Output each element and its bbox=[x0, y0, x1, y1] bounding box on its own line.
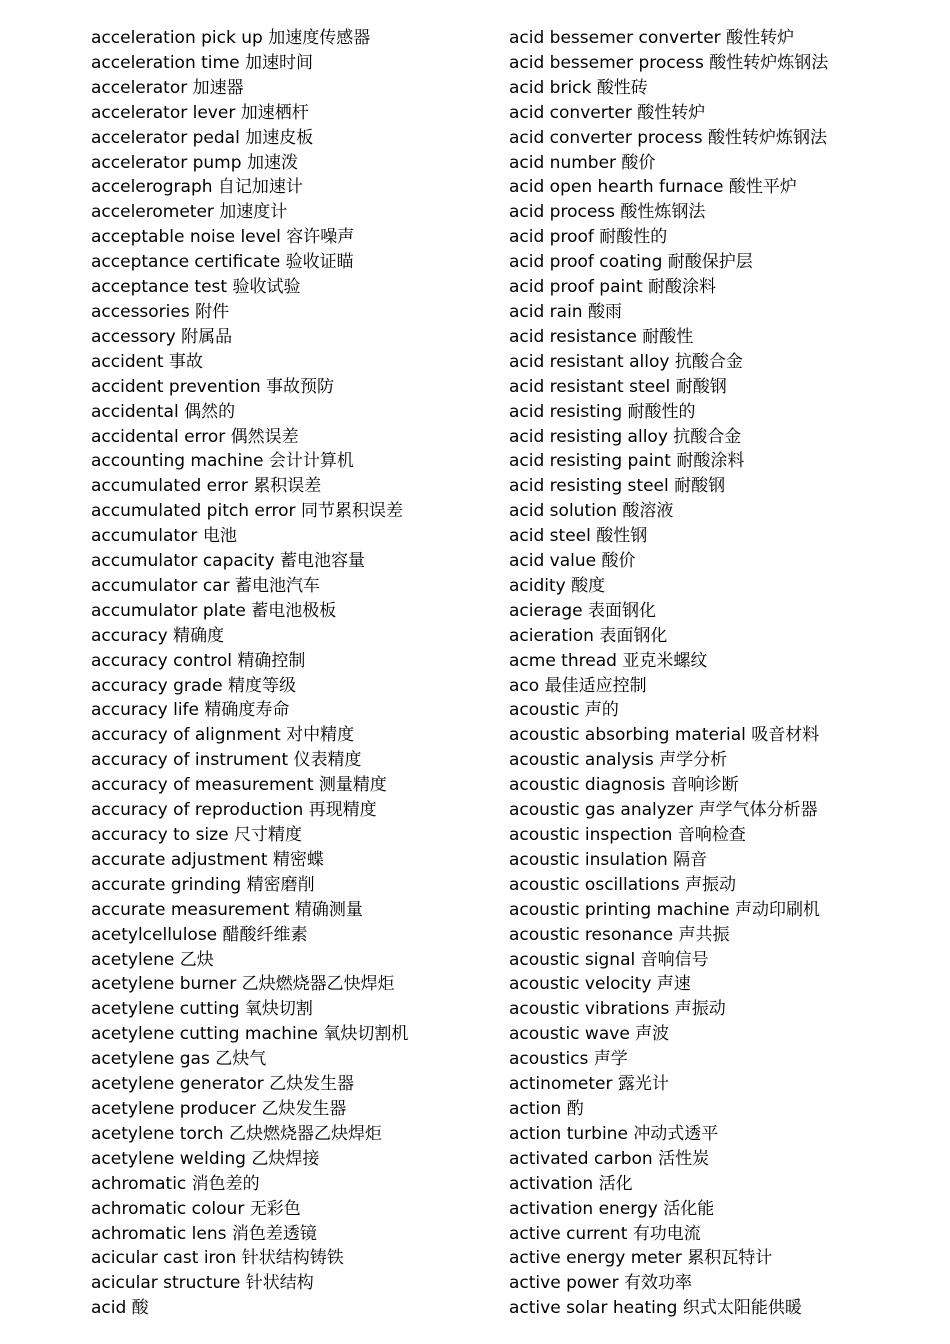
list-item: acierage 表面钢化 bbox=[509, 600, 657, 621]
list-item: acceptance certificate 验收证瞄 bbox=[91, 252, 354, 273]
list-item: acme thread 亚克米螺纹 bbox=[509, 650, 708, 671]
list-item: action 酌 bbox=[509, 1098, 584, 1119]
list-item: accuracy 精确度 bbox=[91, 625, 225, 646]
list-item: accessory 附属品 bbox=[91, 326, 233, 347]
list-item: achromatic lens 消色差透镜 bbox=[91, 1223, 317, 1244]
list-item: accuracy of alignment 对中精度 bbox=[91, 725, 355, 746]
list-item: acid rain 酸雨 bbox=[509, 301, 622, 322]
list-item: accelerograph 自记加速计 bbox=[91, 177, 303, 198]
list-item: acceleration time 加速时间 bbox=[91, 52, 313, 73]
list-item: achromatic colour 无彩色 bbox=[91, 1198, 301, 1219]
list-item: accumulator capacity 蓄电池容量 bbox=[91, 551, 365, 572]
list-item: acid resisting 耐酸性的 bbox=[509, 401, 696, 422]
list-item: activation energy 活化能 bbox=[509, 1198, 715, 1219]
list-item: accelerator lever 加速栖杆 bbox=[91, 102, 309, 123]
list-item: acicular cast iron 针状结构铸铁 bbox=[91, 1248, 344, 1269]
list-item: acetylene producer 乙炔发生器 bbox=[91, 1098, 347, 1119]
list-item: accuracy of instrument 仪表精度 bbox=[91, 750, 362, 771]
list-item: acoustic insulation 隔音 bbox=[509, 849, 708, 870]
list-item: accuracy life 精确度寿命 bbox=[91, 700, 290, 721]
list-item: acceptable noise level 容许噪声 bbox=[91, 227, 355, 248]
list-item: acid resistant steel 耐酸钢 bbox=[509, 376, 727, 397]
list-item: activated carbon 活性炭 bbox=[509, 1148, 710, 1169]
list-item: acid resisting steel 耐酸钢 bbox=[509, 476, 726, 497]
list-item: acoustic vibrations 声振动 bbox=[509, 999, 726, 1020]
left-column bbox=[91, 26, 491, 1321]
list-item: acid resisting paint 耐酸涂料 bbox=[509, 451, 745, 472]
list-item: acceleration pick up 加速度传感器 bbox=[91, 28, 371, 48]
list-item: acid bessemer process 酸性转炉炼钢法 bbox=[509, 52, 829, 73]
list-item: acceptance test 验收试验 bbox=[91, 277, 301, 298]
list-item: acid proof 耐酸性的 bbox=[509, 227, 668, 248]
list-item: acoustic printing machine 声动印刷机 bbox=[509, 899, 821, 920]
list-item: activation 活化 bbox=[509, 1173, 633, 1194]
list-item: accumulator 电池 bbox=[91, 526, 237, 547]
list-item: accurate measurement 精确测量 bbox=[91, 899, 363, 920]
list-item: acid value 酸价 bbox=[509, 551, 636, 572]
list-item: accounting machine 会计计算机 bbox=[91, 451, 354, 472]
list-item: accuracy of reproduction 再现精度 bbox=[91, 800, 377, 821]
list-item: active solar heating 织式太阳能供暖 bbox=[509, 1298, 802, 1319]
list-item: acid resistance 耐酸性 bbox=[509, 326, 694, 347]
list-item: acoustic inspection 音响检查 bbox=[509, 825, 746, 845]
list-item: acidity 酸度 bbox=[509, 575, 606, 596]
list-item: acid converter 酸性转炉 bbox=[509, 102, 706, 123]
list-item: acetylene burner 乙炔燃烧器乙快焊炬 bbox=[91, 974, 395, 995]
list-item: accuracy grade 精度等级 bbox=[91, 675, 296, 696]
list-item: accumulated error 累积误差 bbox=[91, 476, 322, 497]
list-item: acid 酸 bbox=[91, 1298, 149, 1319]
list-item: acoustic signal 音响信号 bbox=[509, 949, 709, 970]
list-item: action turbine 冲动式透平 bbox=[509, 1123, 719, 1144]
list-item: accidental error 偶然误差 bbox=[91, 426, 299, 447]
list-item: acid open hearth furnace 酸性平炉 bbox=[509, 177, 797, 198]
list-item: actinometer 露光计 bbox=[509, 1074, 669, 1095]
list-item: acid solution 酸溶液 bbox=[509, 501, 674, 522]
list-item: acid resisting alloy 抗酸合金 bbox=[509, 426, 742, 447]
list-item: acetylcellulose 醋酸纤维素 bbox=[91, 924, 308, 945]
list-item: acetylene gas 乙炔气 bbox=[91, 1049, 267, 1070]
list-item: acid number 酸价 bbox=[509, 152, 656, 173]
list-item: acoustic 声的 bbox=[509, 700, 619, 721]
list-item: acetylene cutting machine 氧炔切割机 bbox=[91, 1024, 409, 1045]
list-item: acid proof paint 耐酸涂料 bbox=[509, 277, 717, 298]
list-item: active energy meter 累积瓦特计 bbox=[509, 1248, 773, 1269]
list-item: acoustic diagnosis 音响诊断 bbox=[509, 775, 739, 796]
list-item: acetylene 乙炔 bbox=[91, 949, 214, 970]
list-item: acoustic oscillations 声振动 bbox=[509, 874, 736, 895]
list-item: accumulator plate 蓄电池极板 bbox=[91, 600, 337, 621]
list-item: accumulated pitch error 同节累积误差 bbox=[91, 501, 403, 522]
list-item: achromatic 消色差的 bbox=[91, 1173, 260, 1194]
list-item: accessories 附件 bbox=[91, 301, 230, 322]
list-item: accidental 偶然的 bbox=[91, 401, 236, 422]
list-item: accelerator pump 加速泼 bbox=[91, 152, 298, 173]
list-item: accurate grinding 精密磨削 bbox=[91, 874, 315, 895]
list-item: active power 有效功率 bbox=[509, 1273, 693, 1294]
list-item: accumulator car 蓄电池汽车 bbox=[91, 575, 320, 596]
list-item: acid bessemer converter 酸性转炉 bbox=[509, 28, 795, 48]
list-item: acoustic velocity 声速 bbox=[509, 974, 691, 995]
list-item: acetylene welding 乙炔焊接 bbox=[91, 1148, 320, 1169]
list-item: acid resistant alloy 抗酸合金 bbox=[509, 351, 743, 372]
list-item: acieration 表面钢化 bbox=[509, 625, 668, 646]
list-item: accident 事故 bbox=[91, 351, 203, 372]
list-item: acetylene torch 乙炔燃烧器乙炔焊炬 bbox=[91, 1123, 382, 1144]
list-item: acoustic analysis 声学分析 bbox=[509, 750, 728, 771]
list-item: acetylene generator 乙炔发生器 bbox=[91, 1074, 355, 1095]
list-item: accuracy of measurement 测量精度 bbox=[91, 775, 387, 796]
list-item: accurate adjustment 精密蝶 bbox=[91, 849, 324, 870]
list-item: accuracy to size 尺寸精度 bbox=[91, 825, 302, 845]
list-item: acoustic gas analyzer 声学气体分析器 bbox=[509, 800, 818, 821]
list-item: accelerator 加速器 bbox=[91, 77, 244, 98]
list-item: acoustics 声学 bbox=[509, 1049, 628, 1070]
list-item: acoustic wave 声波 bbox=[509, 1024, 670, 1045]
list-item: accelerometer 加速度计 bbox=[91, 202, 288, 223]
list-item: acid brick 酸性砖 bbox=[509, 77, 648, 98]
list-item: acid converter process 酸性转炉炼钢法 bbox=[509, 127, 827, 148]
list-item: acid process 酸性炼钢法 bbox=[509, 202, 706, 223]
list-item: acoustic resonance 声共振 bbox=[509, 924, 730, 945]
list-item: acetylene cutting 氧炔切割 bbox=[91, 999, 313, 1020]
list-item: acid steel 酸性钢 bbox=[509, 526, 648, 547]
list-item: acid proof coating 耐酸保护层 bbox=[509, 252, 753, 273]
list-item: accelerator pedal 加速皮板 bbox=[91, 127, 314, 148]
list-item: acoustic absorbing material 吸音材料 bbox=[509, 725, 820, 746]
list-item: accident prevention 事故预防 bbox=[91, 376, 335, 397]
list-item: aco 最佳适应控制 bbox=[509, 675, 647, 696]
list-item: active current 有功电流 bbox=[509, 1223, 701, 1244]
right-column bbox=[509, 26, 929, 1321]
list-item: acicular structure 针状结构 bbox=[91, 1273, 314, 1294]
list-item: accuracy control 精确控制 bbox=[91, 650, 306, 671]
